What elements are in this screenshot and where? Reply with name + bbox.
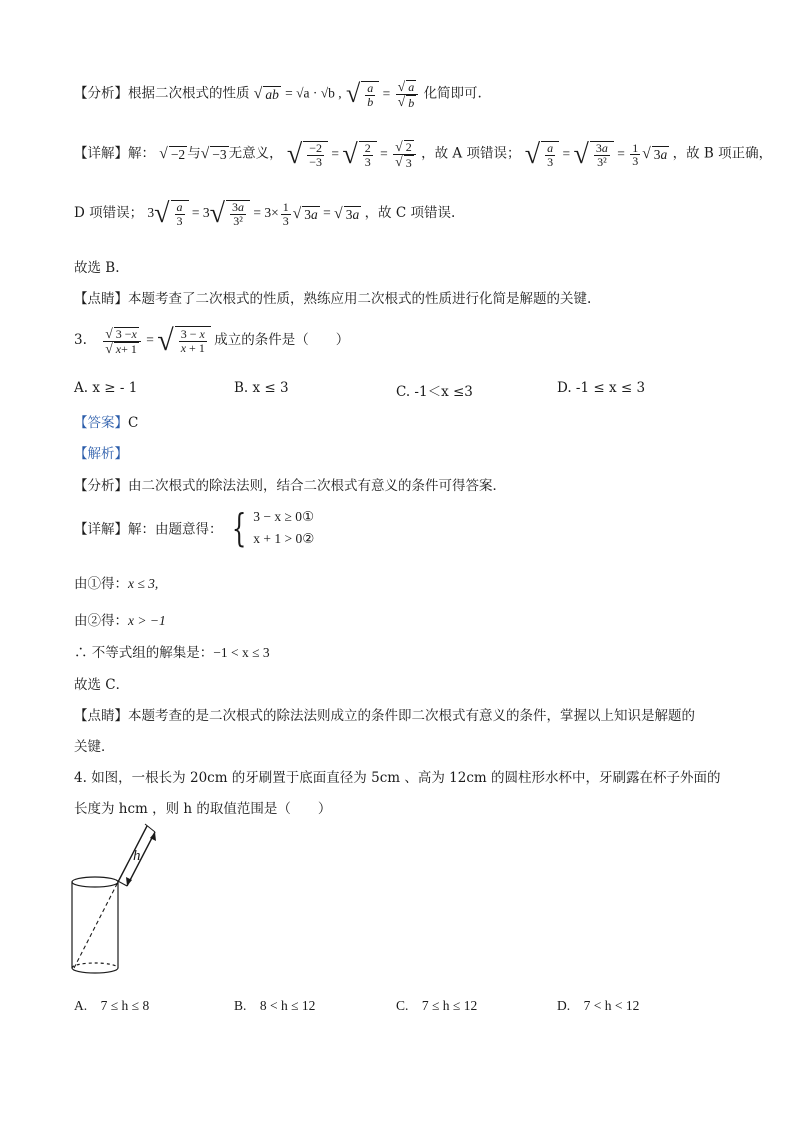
comment-text: 本题考查了二次根式的性质，熟练应用二次根式的性质进行化简是解题的关键. (128, 291, 592, 307)
q3-option-b[interactable]: B. x ≤ 3 (234, 380, 289, 396)
sqrt-ab: √ ab (253, 84, 279, 102)
ineq-1: 3 − x ≥ 0① (253, 509, 315, 524)
step2-label: 由②得： (74, 613, 128, 629)
question-4 (74, 766, 720, 786)
analysis-text: 由二次根式的除法法则，结合二次根式有意义的条件可得答案． (128, 478, 506, 494)
formula-product: = √a · √b , (285, 85, 342, 101)
q3-step2 (74, 609, 166, 629)
q3-choose: 故选 C． (74, 677, 130, 693)
choose-q2: 故选 B. (74, 260, 120, 276)
detail-text3: ，故 A 项错误； (421, 145, 521, 162)
ineq-2: x + 1 > 0② (253, 530, 315, 546)
solution-label: ∴ 不等式组的解集是： (74, 645, 214, 661)
detail-text: 解：由题意得： (128, 521, 223, 538)
step1-label: 由①得： (74, 576, 128, 592)
sqrt-neg3: √ −3 (200, 144, 227, 162)
q3-analysis (74, 474, 506, 494)
inequality-system (253, 506, 314, 549)
analysis-end: 化简即可. (423, 85, 482, 102)
detail-line-q2-2 (74, 200, 455, 228)
solution-value: −1 < x ≤ 3 (213, 645, 270, 660)
analysis-line-q2 (74, 80, 482, 109)
comment-q2 (74, 287, 591, 307)
analysis-text: 根据二次根式的性质 (128, 85, 250, 102)
q3-option-d[interactable]: D. -1 ≤ x ≤ 3 (557, 380, 646, 396)
detail-mid: 与 (187, 145, 201, 162)
q4-option-a[interactable]: A. 7 ≤ h ≤ 8 (74, 998, 150, 1013)
sqrt-neg2: √ −2 (159, 144, 186, 162)
q4-option-c[interactable]: C. 7 ≤ h ≤ 12 (396, 998, 478, 1013)
analysis-tag: 【分析】 (74, 85, 128, 102)
step1-value: x ≤ 3, (128, 576, 159, 591)
question-number: 4. (74, 770, 87, 786)
q3-stem-end: 成立的条件是（ ） (214, 332, 350, 349)
q4-stem-line1: 如图，一根长为 20cm 的牙刷置于底面直径为 5cm 、高为 12cm 的圆柱形水杯中，牙刷露在杯子外面的 (91, 770, 721, 786)
q3-detail (74, 506, 314, 549)
question-number: 3. (74, 332, 87, 349)
comment-tag: 【点睛】 (74, 291, 128, 307)
q3-formula: √ 3 − x √ x + 1 = √ $\frac{3 - x}{x + 1}$ (101, 332, 214, 347)
answer-value: C (128, 415, 139, 431)
q3-option-a[interactable]: A. x ≥ - 1 (74, 380, 138, 396)
q3-solution (74, 641, 270, 661)
formula-neg-quotient: √ $\frac{-2}{-3}$ = √ $\frac{2}{3}$ = √ 2 √ 3 (287, 146, 421, 161)
q3-step1 (74, 572, 158, 592)
q4-option-d[interactable]: D. 7 < h < 12 (557, 998, 640, 1013)
q3-answer (74, 411, 138, 431)
detail-text2: 无意义， (228, 145, 283, 162)
comment-tag: 【点睛】 (74, 708, 128, 724)
detail-tag: 【详解】 (74, 145, 128, 162)
detail-line2-end: ，故 C 项错误. (364, 205, 456, 222)
answer-tag: 【答案】 (74, 415, 128, 431)
comment-line1: 本题考查的是二次根式的除法法则成立的条件即二次根式有意义的条件，掌握以上知识是解题的 (128, 708, 695, 724)
figure-label-h: h (133, 848, 141, 864)
detail-line-q2-1 (74, 140, 772, 169)
detail-text1: 解： (128, 145, 155, 162)
q3-analysis-head: 【解析】 (74, 446, 128, 462)
detail-text4: ，故 B 项正确， (672, 145, 773, 162)
step2-value: x > −1 (128, 613, 166, 628)
system-brace: { (231, 505, 247, 550)
q3-comment-line2: 关键． (74, 739, 115, 755)
question-3 (74, 326, 349, 356)
detail-line2-start: D 项错误； (74, 205, 144, 222)
q4-stem-line2: 长度为 hcm ，则 h 的取值范围是（ ） (74, 801, 332, 817)
formula-quotient: √ $\frac{a}{b}$ = √ a √ b (346, 86, 424, 101)
formula-a-over-3: √ $\frac{a}{3}$ = √ $\frac{3a}{\text{3²}}$ = $\frac{1}{3}$ √ 3 a (524, 138, 668, 170)
q4-option-b[interactable]: B. 8 < h ≤ 12 (234, 998, 316, 1013)
q3-option-c[interactable]: C. -1＜x ≤3 (396, 384, 473, 400)
cup-figure (64, 818, 174, 983)
detail-tag: 【详解】 (74, 521, 128, 538)
analysis-tag: 【分析】 (74, 478, 128, 494)
q3-comment (74, 704, 695, 724)
formula-3-sqrt: 3 √ $\frac{a}{3}$ = 3 √ $\frac{3a}{\text{3²}}$ = 3× $\frac{1}{3}$ √ 3 a = √ 3 a (147, 198, 360, 229)
